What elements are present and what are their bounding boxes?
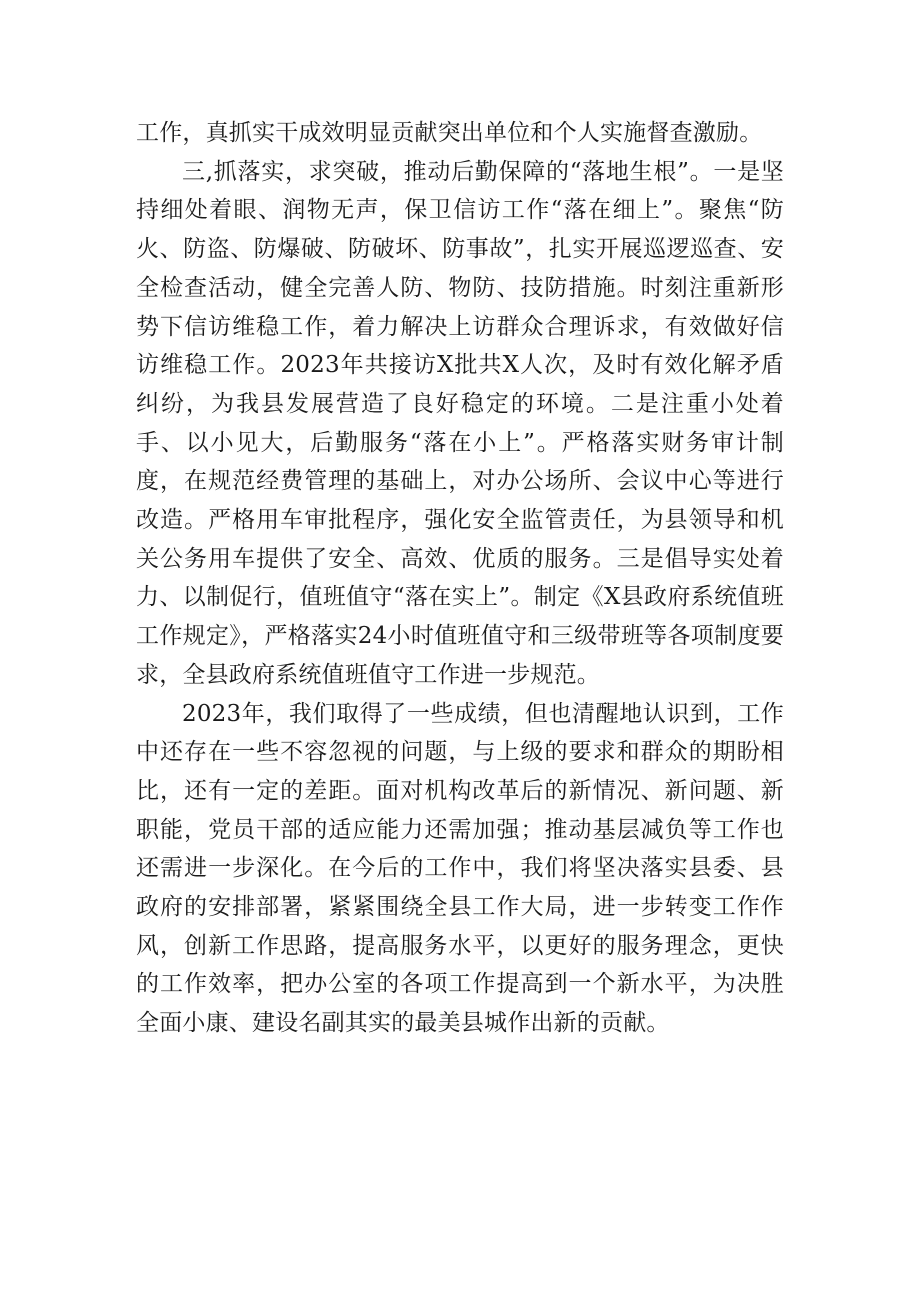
paragraph-continuation: 工作，真抓实干成效明显贡献突出单位和个人实施督查激励。 bbox=[136, 120, 763, 146]
document-body bbox=[136, 114, 784, 1043]
paragraph-section-three: 三,抓落实，求突破，推动后勤保障的“落地生根”。一是坚持细处着眼、润物无声，保卫信访工作“落在细上”。聚焦“防火、防盗、防爆破、防破坏、防事故”，扎实开展巡逻巡查、安全检查活动，健全完善人防、物防、技防措施。时刻注重新形势下信访维稳工作，着力解决上访群众合理诉求，有效做好信访维稳工作。2023年共接访X批共X人次，及时有效化解矛盾纠纷，为我县发展营造了良好稳定的环境。二是注重小处着手、以小见大，后勤服务“落在小上”。严格落实财务审计制度，在规范经费管理的基础上，对办公场所、会议中心等进行改造。严格用车审批程序，强化安全监管责任，为县领导和机关公务用车提供了安全、高效、优质的服务。三是倡导实处着力、以制促行，值班值守“落在实上”。制定《X县政府系统值班工作规定》，严格落实24小时值班值守和三级带班等各项制度要求，全县政府系统值班值守工作进一步规范。 bbox=[136, 158, 784, 688]
paragraph-summary: 2023年，我们取得了一些成绩，但也清醒地认识到，工作中还存在一些不容忽视的问题，与上级的要求和群众的期盼相比，还有一定的差距。面对机构改革后的新情况、新问题、新职能，党员干部的适应能力还需加强；推动基层减负等工作也还需进一步深化。在今后的工作中，我们将坚决落实县委、县政府的安排部署，紧紧围绕全县工作大局，进一步转变工作作风，创新工作思路，提高服务水平，以更好的服务理念，更快的工作效率，把办公室的各项工作提高到一个新水平，为决胜全面小康、建设名副其实的最美县城作出新的贡献。 bbox=[136, 700, 784, 1037]
